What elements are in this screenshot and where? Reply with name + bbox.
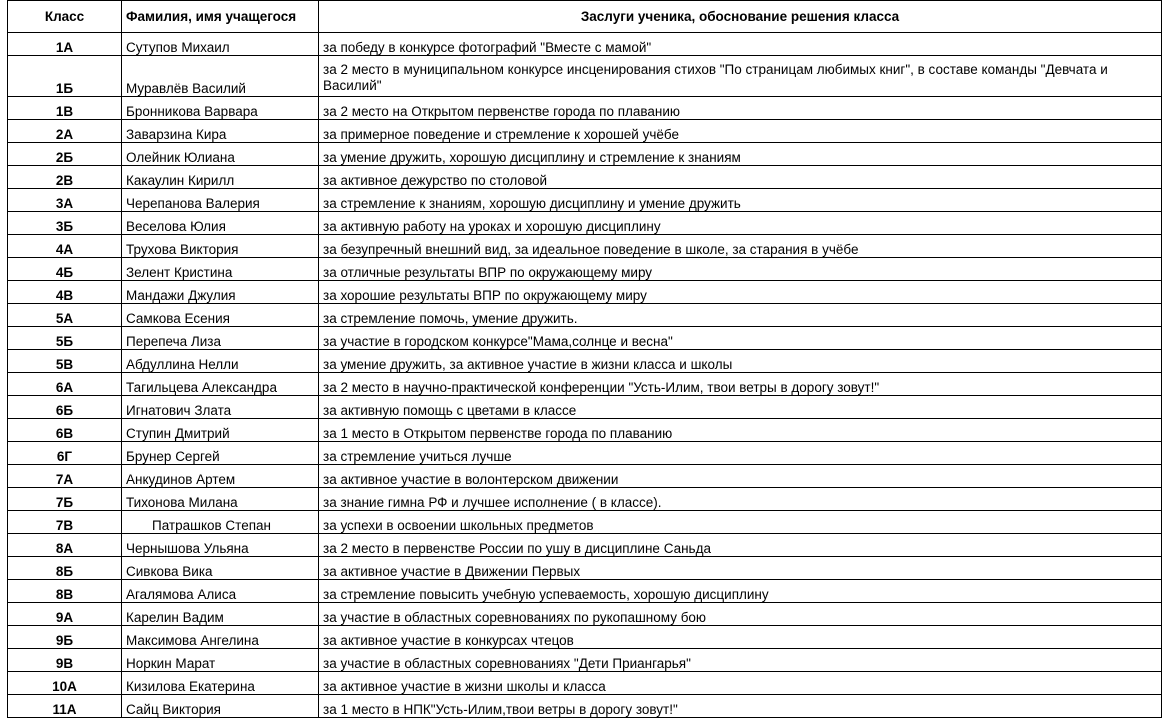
cell-class: 6Г [8, 442, 122, 465]
cell-merit: за стремление учиться лучше [319, 442, 1162, 465]
cell-class: 6В [8, 419, 122, 442]
header-merit: Заслуги ученика, обоснование решения класса [319, 1, 1162, 33]
cell-name: Бронникова Варвара [122, 97, 319, 120]
table-row [8, 212, 1162, 235]
table-row [8, 189, 1162, 212]
cell-class: 4Б [8, 258, 122, 281]
cell-class: 1А [8, 33, 122, 56]
cell-name: Сивкова Вика [122, 557, 319, 580]
cell-merit: за 1 место в Открытом первенстве города по плаванию [319, 419, 1162, 442]
cell-merit: за 2 место в научно-практической конференции "Усть-Илим, твои ветры в дорогу зовут!" [319, 373, 1162, 396]
cell-class: 1В [8, 97, 122, 120]
cell-name: Тагильцева Александра [122, 373, 319, 396]
cell-merit: за активную помощь с цветами в классе [319, 396, 1162, 419]
cell-merit: за стремление к знаниям, хорошую дисциплину и умение дружить [319, 189, 1162, 212]
cell-class: 9А [8, 603, 122, 626]
table-row [8, 695, 1162, 718]
table-row [8, 166, 1162, 189]
cell-name: Трухова Виктория [122, 235, 319, 258]
table-row [8, 33, 1162, 56]
table-row [8, 120, 1162, 143]
table-row [8, 419, 1162, 442]
cell-class: 7В [8, 511, 122, 534]
cell-name: Зелент Кристина [122, 258, 319, 281]
table-row [8, 56, 1162, 97]
table-row [8, 97, 1162, 120]
cell-merit: за безупречный внешний вид, за идеальное поведение в школе, за старания в учёбе [319, 235, 1162, 258]
cell-merit: за активное участие в Движении Первых [319, 557, 1162, 580]
cell-class: 7А [8, 465, 122, 488]
cell-merit: за 2 место на Открытом первенстве города по плаванию [319, 97, 1162, 120]
cell-class: 4А [8, 235, 122, 258]
cell-name: Абдуллина Нелли [122, 350, 319, 373]
table-row [8, 649, 1162, 672]
cell-name: Черепанова Валерия [122, 189, 319, 212]
table-row [8, 465, 1162, 488]
merits-table [7, 0, 1162, 718]
cell-merit: за успехи в освоении школьных предметов [319, 511, 1162, 534]
cell-name: Брунер Сергей [122, 442, 319, 465]
cell-class: 9Б [8, 626, 122, 649]
table-row [8, 350, 1162, 373]
cell-name: Олейник Юлиана [122, 143, 319, 166]
table-row [8, 373, 1162, 396]
cell-class: 3Б [8, 212, 122, 235]
cell-name: Ступин Дмитрий [122, 419, 319, 442]
table-row [8, 672, 1162, 695]
cell-merit: за хорошие результаты ВПР по окружающему миру [319, 281, 1162, 304]
cell-merit: за активное дежурство по столовой [319, 166, 1162, 189]
cell-class: 8В [8, 580, 122, 603]
table-row [8, 281, 1162, 304]
table-row [8, 304, 1162, 327]
cell-merit: за участие в областных соревнованиях "Дети Приангарья" [319, 649, 1162, 672]
cell-class: 6А [8, 373, 122, 396]
cell-class: 5В [8, 350, 122, 373]
cell-name: Заварзина Кира [122, 120, 319, 143]
table-row [8, 603, 1162, 626]
cell-class: 4В [8, 281, 122, 304]
cell-merit: за 2 место в первенстве России по ушу в дисциплине Саньда [319, 534, 1162, 557]
header-name: Фамилия, имя учащегося [122, 1, 319, 33]
cell-class: 8Б [8, 557, 122, 580]
table-row [8, 396, 1162, 419]
cell-merit: за умение дружить, хорошую дисциплину и стремление к знаниям [319, 143, 1162, 166]
cell-name: Норкин Марат [122, 649, 319, 672]
cell-merit: за знание гимна РФ и лучшее исполнение ( в классе). [319, 488, 1162, 511]
cell-name: Муравлёв Василий [122, 56, 319, 97]
cell-merit: за активное участие в конкурсах чтецов [319, 626, 1162, 649]
cell-merit: за 1 место в НПК"Усть-Илим,твои ветры в дорогу зовут!" [319, 695, 1162, 718]
table-row [8, 580, 1162, 603]
table-row [8, 626, 1162, 649]
table-row [8, 534, 1162, 557]
cell-name: Карелин Вадим [122, 603, 319, 626]
cell-name: Сутупов Михаил [122, 33, 319, 56]
cell-merit: за победу в конкурсе фотографий "Вместе с мамой" [319, 33, 1162, 56]
cell-merit: за умение дружить, за активное участие в жизни класса и школы [319, 350, 1162, 373]
cell-name: Веселова Юлия [122, 212, 319, 235]
cell-class: 2А [8, 120, 122, 143]
cell-merit: за примерное поведение и стремление к хорошей учёбе [319, 120, 1162, 143]
table-row [8, 258, 1162, 281]
cell-name: Максимова Ангелина [122, 626, 319, 649]
cell-name: Игнатович Злата [122, 396, 319, 419]
table-row [8, 143, 1162, 166]
cell-class: 8А [8, 534, 122, 557]
table-row [8, 511, 1162, 534]
cell-class: 11А [8, 695, 122, 718]
cell-name: Мандажи Джулия [122, 281, 319, 304]
table-row [8, 488, 1162, 511]
table-row [8, 327, 1162, 350]
cell-class: 10А [8, 672, 122, 695]
cell-class: 9В [8, 649, 122, 672]
cell-name: Анкудинов Артем [122, 465, 319, 488]
cell-name: Чернышова Ульяна [122, 534, 319, 557]
cell-name: Перепеча Лиза [122, 327, 319, 350]
cell-name: Самкова Есения [122, 304, 319, 327]
cell-merit: за стремление повысить учебную успеваемость, хорошую дисциплину [319, 580, 1162, 603]
cell-name: Агалямова Алиса [122, 580, 319, 603]
cell-class: 2В [8, 166, 122, 189]
table-row [8, 235, 1162, 258]
cell-merit: за стремление помочь, умение дружить. [319, 304, 1162, 327]
cell-name: Патрашков Степан [122, 511, 319, 534]
cell-class: 5А [8, 304, 122, 327]
cell-name: Сайц Виктория [122, 695, 319, 718]
cell-class: 3А [8, 189, 122, 212]
cell-name: Какаулин Кирилл [122, 166, 319, 189]
header-row [8, 1, 1162, 33]
cell-merit: за активное участие в волонтерском движении [319, 465, 1162, 488]
cell-merit: за участие в городском конкурсе"Мама,солнце и весна" [319, 327, 1162, 350]
cell-merit: за участие в областных соревнованиях по рукопашному бою [319, 603, 1162, 626]
header-class: Класс [8, 1, 122, 33]
cell-merit: за активное участие в жизни школы и класса [319, 672, 1162, 695]
table-row [8, 442, 1162, 465]
cell-class: 2Б [8, 143, 122, 166]
cell-class: 1Б [8, 56, 122, 97]
cell-merit: за активную работу на уроках и хорошую дисциплину [319, 212, 1162, 235]
cell-class: 5Б [8, 327, 122, 350]
cell-name: Тихонова Милана [122, 488, 319, 511]
cell-merit: за отличные результаты ВПР по окружающему миру [319, 258, 1162, 281]
cell-class: 7Б [8, 488, 122, 511]
cell-class: 6Б [8, 396, 122, 419]
table-row [8, 557, 1162, 580]
cell-merit: за 2 место в муниципальном конкурсе инсценирования стихов "По страницам любимых книг", в составе команды "Девчата и Василий" [319, 56, 1162, 97]
cell-name: Кизилова Екатерина [122, 672, 319, 695]
